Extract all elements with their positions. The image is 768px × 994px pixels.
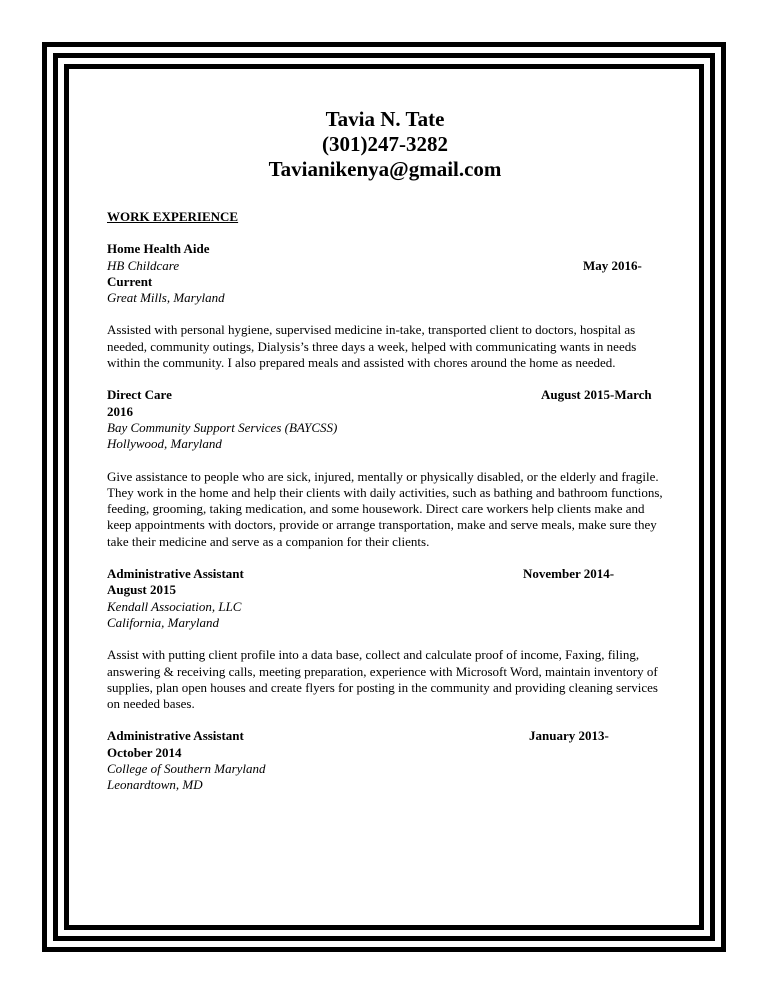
job-company-row <box>107 258 663 274</box>
job-date-end: October 2014 <box>107 744 182 760</box>
job-entry <box>107 387 663 550</box>
job-entry <box>107 241 663 371</box>
candidate-email: Tavianikenya@gmail.com <box>268 157 502 181</box>
job-location: Hollywood, Maryland <box>107 436 222 452</box>
candidate-phone: (301)247-3282 <box>322 132 448 156</box>
job-description: Assisted with personal hygiene, supervised medicine in-take, transported client to doctors, hospital as needed, community outings, Dialysis’s three days a week, helped with communicating wants in needs within the community. I also prepared meals and assisted with chores around the home as needed. <box>107 322 637 371</box>
job-title: Administrative Assistant <box>107 728 244 744</box>
job-description: Assist with putting client profile into a data base, collect and calculate proof of income, Faxing, filing, answering & receiving calls, meeting preparation, experience with Microsoft Word, maintain inventory of supplies, plan open houses and create flyers for posting in the community and providing cleaning services on needed bases. <box>107 647 658 712</box>
job-date-start: January 2013- <box>529 728 609 744</box>
job-entry <box>107 728 663 793</box>
job-title: Direct Care <box>107 387 172 403</box>
job-location: Great Mills, Maryland <box>107 290 225 306</box>
job-title-row <box>107 566 663 582</box>
job-date-start: November 2014- <box>523 566 615 582</box>
job-date-end: August 2015 <box>107 582 176 598</box>
job-title: Administrative Assistant <box>107 566 244 582</box>
candidate-name: Tavia N. Tate <box>325 107 445 131</box>
job-date-end: 2016 <box>107 403 133 419</box>
job-company: HB Childcare <box>107 257 180 273</box>
resume-content <box>107 107 663 810</box>
job-location: California, Maryland <box>107 614 219 630</box>
resume-header <box>107 107 663 182</box>
job-description: Give assistance to people who are sick, injured, mentally or physically disabled, or the elderly and fragile. They work in the home and help their clients with daily activities, such as bathing and bathroom functions, feeding, grooming, taking medication, and some housework. Direct care workers help clients make and keep appointments with doctors, provide or arrange transportation, make and serve meals, make sure they take their medicine and serve as a companion for their clients. <box>107 468 663 549</box>
job-title: Home Health Aide <box>107 241 210 257</box>
job-date-start: August 2015-March <box>541 387 652 403</box>
section-title-work-experience: WORK EXPERIENCE <box>107 209 239 224</box>
job-date-start: May 2016- <box>583 257 642 273</box>
job-company: College of Southern Maryland <box>107 761 266 777</box>
job-entry <box>107 566 663 712</box>
job-title-row <box>107 728 663 744</box>
job-date-end: Current <box>107 273 153 289</box>
job-location: Leonardtown, MD <box>107 777 203 793</box>
job-company: Kendall Association, LLC <box>107 598 242 614</box>
job-title-row <box>107 387 663 403</box>
job-company: Bay Community Support Services (BAYCSS) <box>107 419 338 435</box>
